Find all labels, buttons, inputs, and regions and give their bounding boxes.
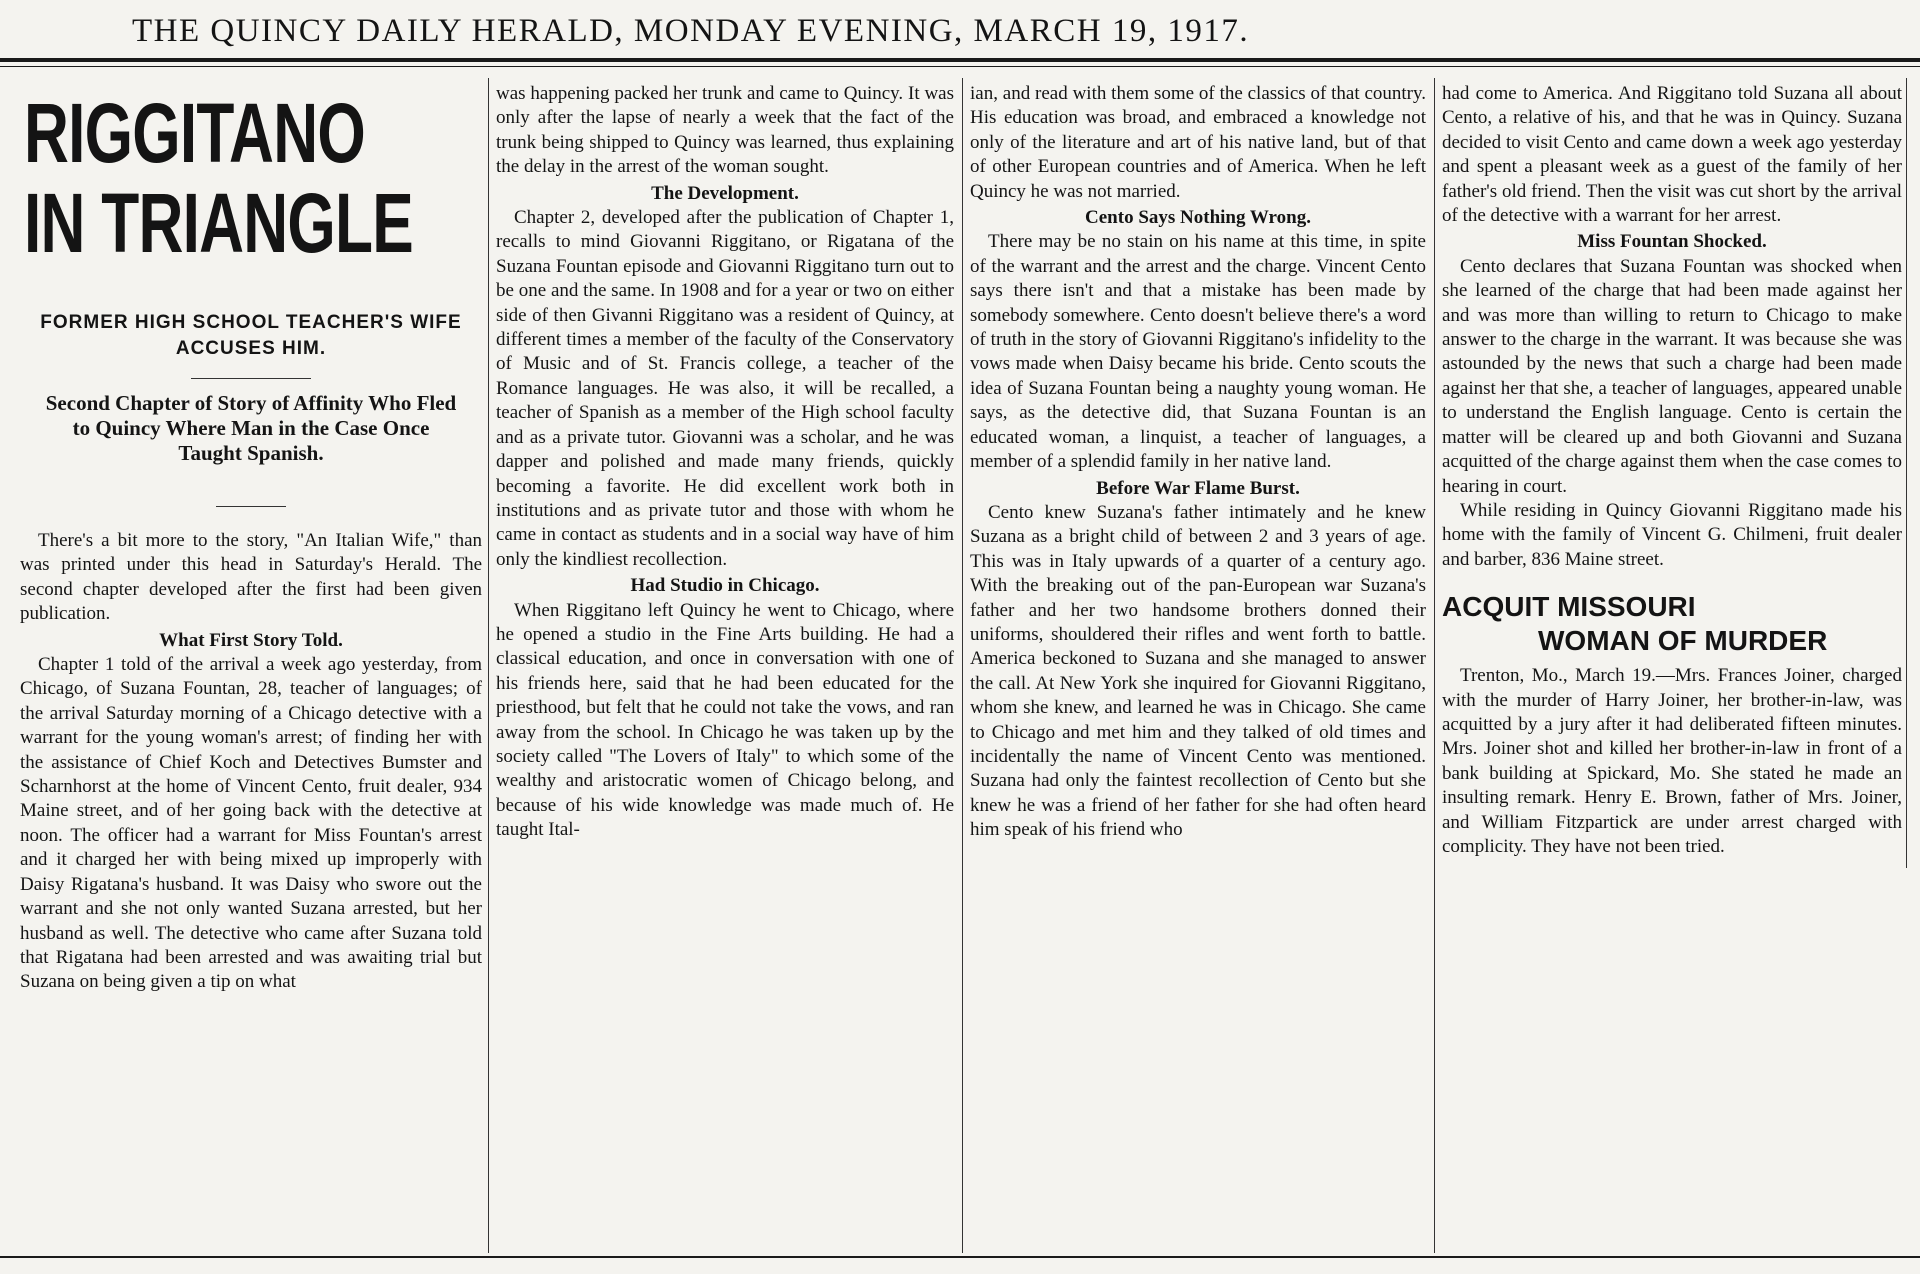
column-4 (1442, 82, 1902, 1254)
subhead: The Development. (651, 182, 799, 204)
column-3 (970, 82, 1426, 1254)
subhead: What First Story Told. (159, 629, 343, 651)
headline-line-2: IN TRIANGLE (24, 176, 413, 270)
subhead: Before War Flame Burst. (1096, 477, 1300, 499)
deck-secondary: Second Chapter of Story of Affinity Who Fled to Quincy Where Man in the Case Once Taught Spanish. (45, 391, 457, 465)
paragraph: had come to America. And Riggitano told Suzana all about Cento, a relative of his, and that he was in Quincy. Suzana decided to visit Cento and came down a week ago yesterday and spent a pleasant week as a guest of the family of her father's old friend. Then the visit was cut short by the arrival of the detective with a warrant for her arrest. (1442, 83, 1902, 227)
paragraph: was happening packed her trunk and came to Quincy. It was only after the lapse of nearly a week that the fact of the trunk being shipped to Quincy was learned, thus explaining the delay in the arrest of the woman sought. (496, 83, 954, 178)
second-headline-line-1: ACQUIT MISSOURI (1442, 591, 1696, 623)
subhead: Had Studio in Chicago. (630, 575, 820, 597)
paragraph: Cento declares that Suzana Fountan was shocked when she learned of the charge that had been made against her and was more than willing to return to Chicago to make answer to the charge in the warrant. It was because she was astounded by the news that such a charge had been made against her that she, a teacher of languages, appeared unable to understand the English language. Cento is certain the matter will be cleared up and both Giovanni and Suzana acquitted of the charge against them when the case comes to hearing in court. (1442, 255, 1902, 497)
paragraph: Cento knew Suzana's father intimately and he knew Suzana as a bright child of between 2 and 3 years of age. This was in Italy upwards of a quarter of a century ago. With the breaking out of the pan-European war Suzana's father and her two handsome brothers donned their uniforms, shouldered their rifles and went forth to battle. America beckoned to Suzana and she managed to answer the call. At New York she inquired for Giovanni Riggitano, whom she knew, and learned he was in Chicago. She came to Chicago and met him and they talked of old times and incidentally the name of Vincent Cento was mentioned. Suzana had only the faintest recollection of Cento but she knew he was a friend of her father for she had often heard him speak of his friend who (970, 501, 1426, 841)
second-headline-line-2: WOMAN OF MURDER (1538, 625, 1828, 657)
paragraph: There's a bit more to the story, "An Italian Wife," than was printed under this head in Saturday's Herald. The second chapter developed after the first had been given publication. (20, 530, 482, 625)
bottom-rule (0, 1256, 1920, 1258)
subhead: Cento Says Nothing Wrong. (1085, 207, 1311, 229)
deck-primary: FORMER HIGH SCHOOL TEACHER'S WIFE ACCUSES HIM. (40, 312, 462, 359)
second-headline (1442, 590, 1902, 658)
masthead: THE QUINCY DAILY HERALD, MONDAY EVENING, MARCH 19, 1917. (132, 13, 1250, 49)
headline (24, 88, 482, 268)
deck-rule (216, 506, 286, 507)
subhead: Miss Fountan Shocked. (1577, 231, 1767, 253)
column-divider (1434, 78, 1435, 1253)
top-rule (0, 58, 1920, 62)
paragraph: While residing in Quincy Giovanni Riggitano made his home with the family of Vincent G. Chilmeni, fruit dealer and barber, 836 Maine street. (1442, 499, 1902, 570)
paragraph: Chapter 1 told of the arrival a week ago yesterday, from Chicago, of Suzana Fountan, 28, teacher of languages; of the arrival Saturday morning of a Chicago detective with a warrant for the young woman's arrest; of finding her with the assistance of Chief Koch and Detectives Bumster and Scharnhorst at the home of Vincent Cento, fruit dealer, 934 Maine street, and of her going back with the detective at noon. The officer had a warrant for Miss Fountan's arrest and it charged her with being mixed up improperly with Daisy Rigatana's husband. It was Daisy who swore out the warrant and she not only wanted Suzana arrested, but her husband as well. The detective who came after Suzana told that Rigatana had been arrested and was awaiting trial but Suzana on being given a tip on what (20, 654, 482, 993)
top-rule-thin (0, 66, 1920, 67)
column-divider (488, 78, 489, 1253)
paragraph: When Riggitano left Quincy he went to Chicago, where he opened a studio in the Fine Arts building. He had a classical education, and once in conversation with one of his friends here, said that he had been educated for the priesthood, but felt that he could not take the vows, and ran away from the school. In Chicago he was taken up by the society called "The Lovers of Italy" to which some of the wealthy and aristocratic women of Chicago belong, and because of his wide knowledge was made much of. He taught Ital- (496, 599, 954, 841)
headline-line-1: RIGGITANO (24, 86, 365, 180)
deck-rule (191, 378, 311, 379)
paragraph: Chapter 2, developed after the publication of Chapter 1, recalls to mind Giovanni Riggitano, or Rigatana of the Suzana Fountan episode and Giovanni Riggitano turn out to be one and the same. In 1908 and for a year or two on either side of then Givanni Riggitano was a resident of Quincy, at different times a member of the faculty of the Conservatory of Music and of St. Francis college, a teacher of the Romance languages. He was also, it will be recalled, a teacher of Spanish as a member of the High school faculty and as a private tutor. Giovanni was a scholar, and he was dapper and polished and made many friends, quickly becoming a favorite. He did excellent work both in institutions and as private tutor and those with whom he came in contact as students and in a social way have of him only the kindliest recollection. (496, 207, 954, 570)
column-divider (1906, 78, 1907, 868)
paragraph: ian, and read with them some of the classics of that country. His education was broad, and embraced a knowledge not only of the literature and art of his native land, but of that of other European countries and of America. When he left Quincy he was not married. (970, 83, 1426, 202)
paragraph: Trenton, Mo., March 19.—Mrs. Frances Joiner, charged with the murder of Harry Joiner, her brother-in-law, was acquitted by a jury after it had deliberated fifteen minutes. Mrs. Joiner shot and killed her brother-in-law in front of a bank building at Spickard, Mo. She stated he made an insulting remark. Henry E. Brown, father of Mrs. Joiner, and William Fitzpartick are under arrest charged with complicity. They have not been tried. (1442, 665, 1902, 857)
paragraph: There may be no stain on his name at this time, in spite of the warrant and the arrest and the charge. Vincent Cento says there isn't and that a mistake has been made by somebody somewhere. Cento doesn't believe there's a word of truth in the story of Giovanni Riggitano's infidelity to the vows made when Daisy became his bride. Cento scouts the idea of Suzana Fountan being a naughty young woman. He says, as the detective did, that Suzana Fountan is an educated woman, a linquist, a teacher of languages, a member of a splendid family in her native land. (970, 231, 1426, 473)
column-2 (496, 82, 954, 1254)
column-1 (20, 80, 482, 1252)
column-divider (962, 78, 963, 1253)
